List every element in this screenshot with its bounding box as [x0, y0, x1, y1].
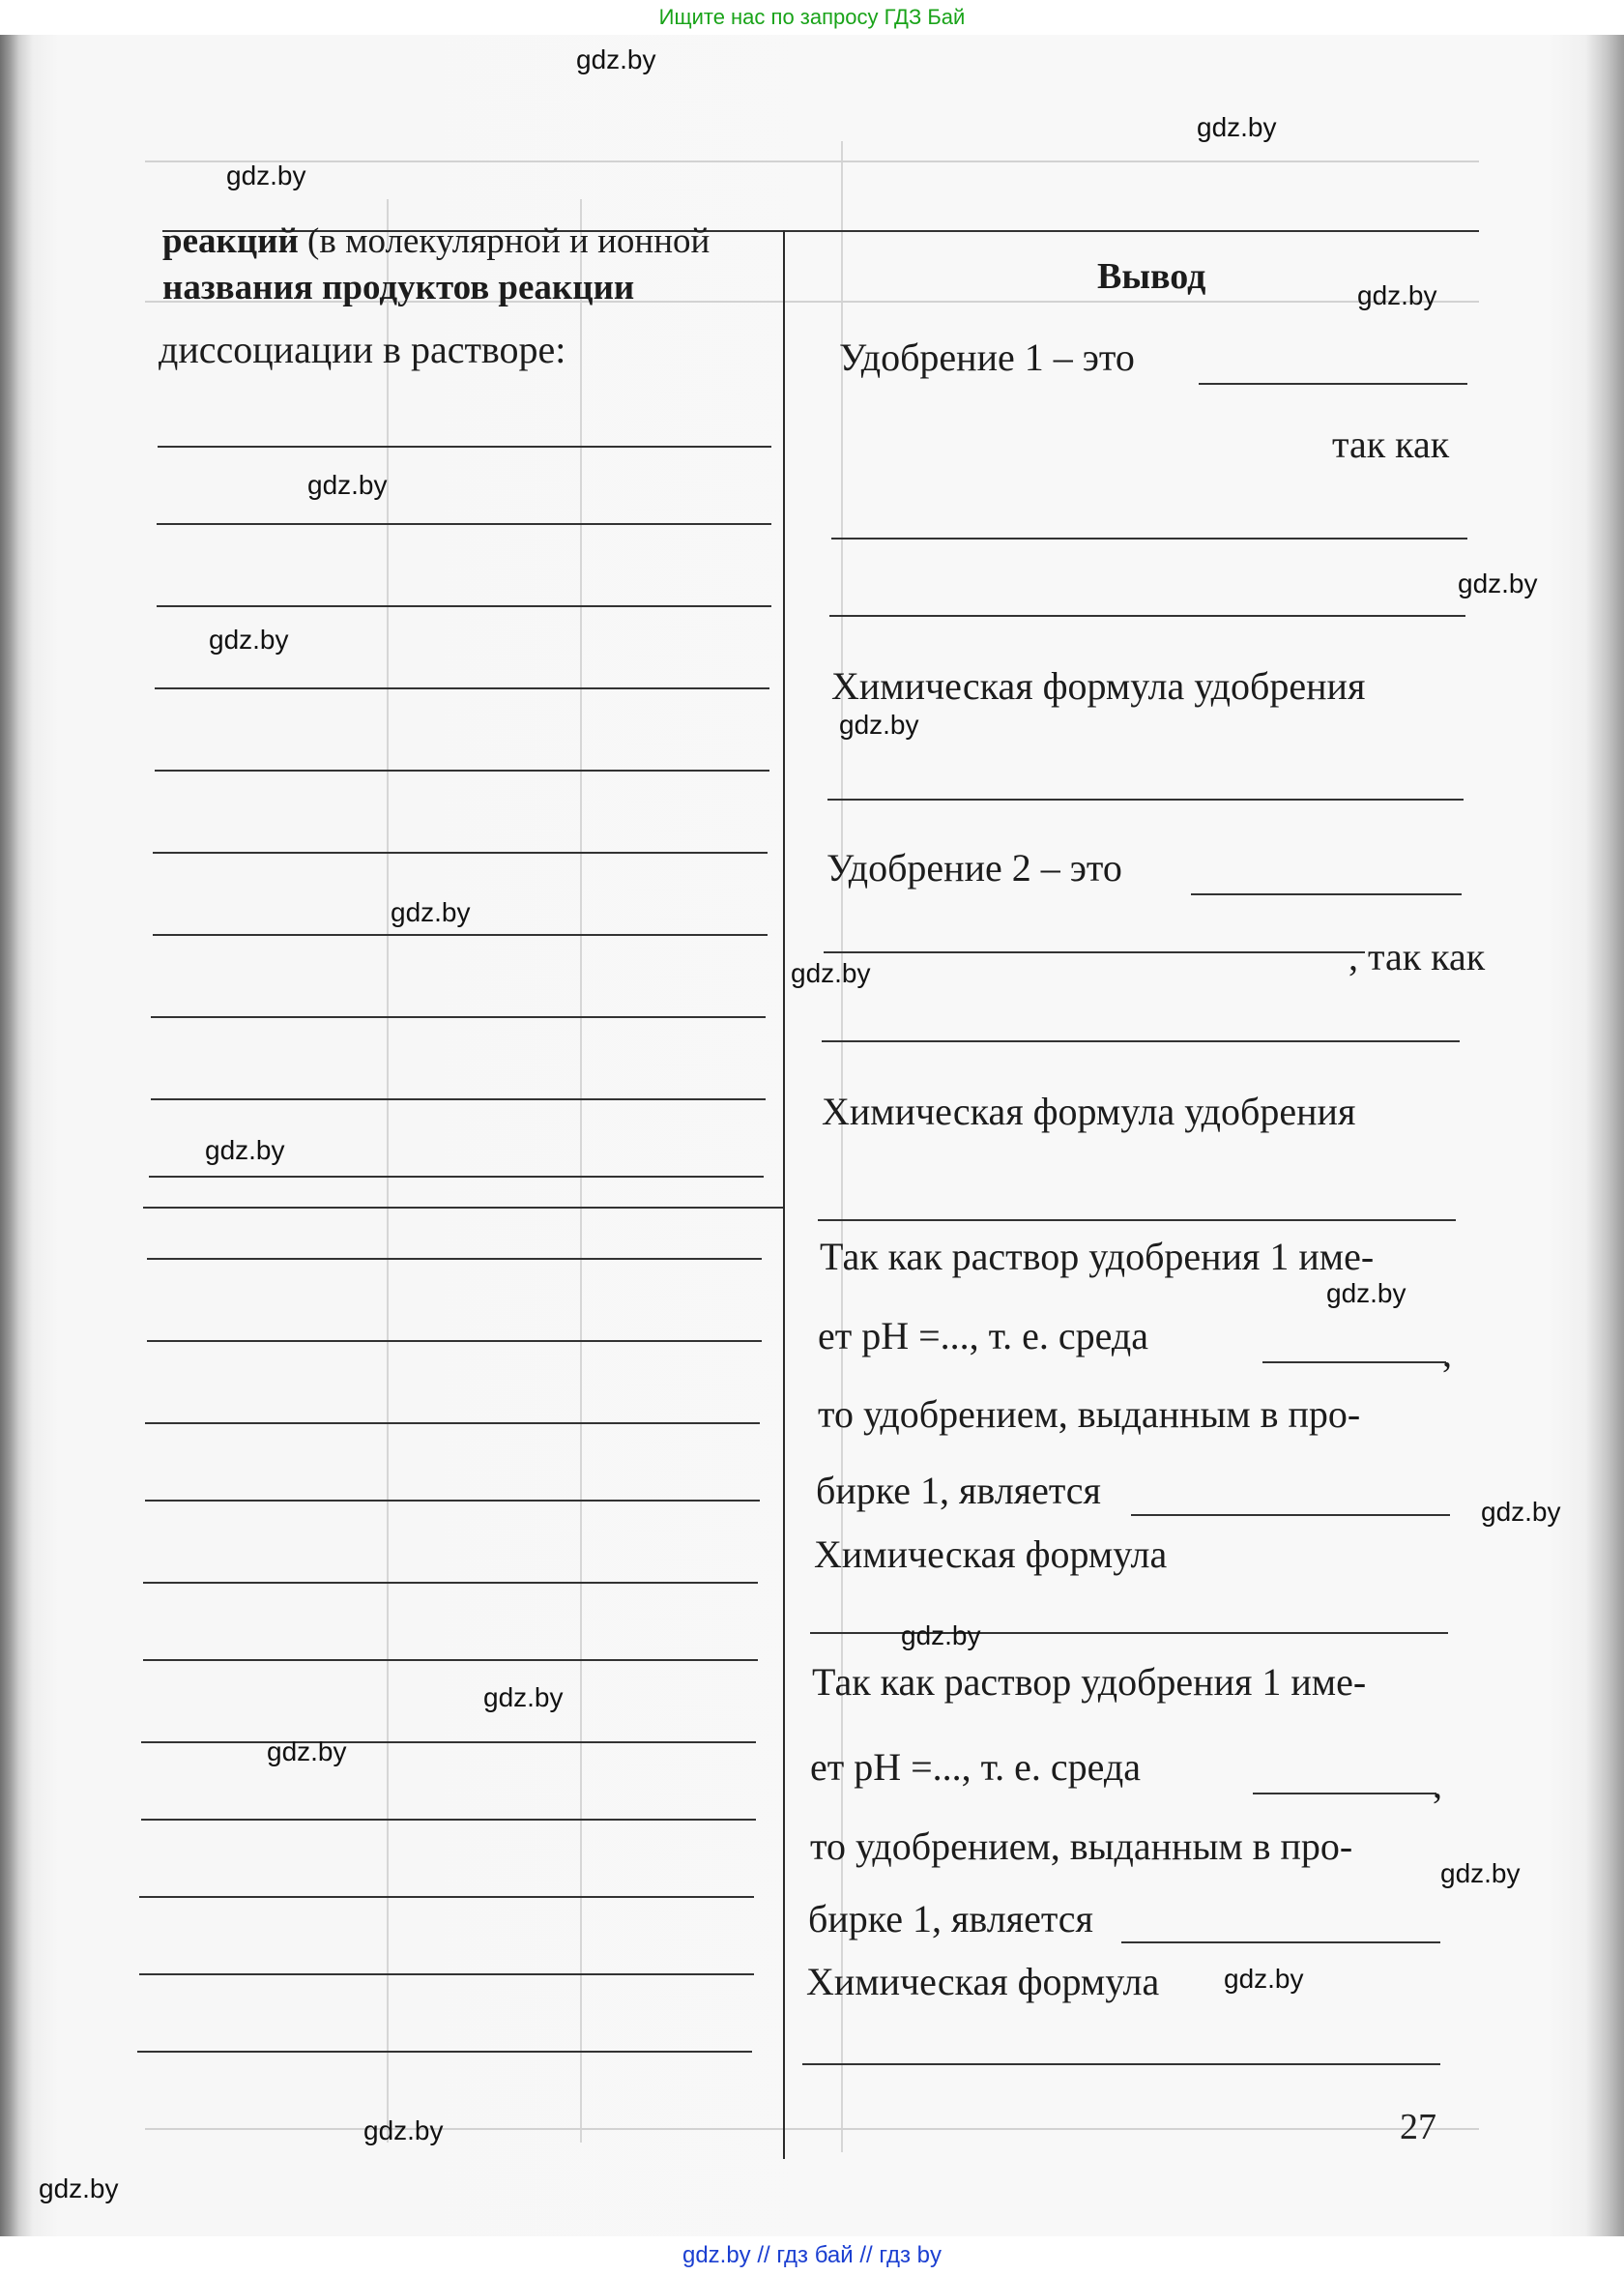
- fert2-intro: Удобрение 2 – это: [826, 846, 1122, 890]
- ph2-formula-line[interactable]: [802, 2063, 1440, 2065]
- ph1-medium-line[interactable]: [1262, 1361, 1446, 1363]
- ph1-line1: Так как раствор удобрения 1 име-: [820, 1235, 1375, 1278]
- ph2-comma: ,: [1433, 1763, 1442, 1806]
- left-header-line1: реакций (в молекулярной и ионной: [162, 221, 710, 261]
- ph1-formula: Химическая формула: [814, 1532, 1168, 1576]
- fert2-because: , так как: [1348, 935, 1486, 978]
- ph2-line3: то удобрением, выданным в про-: [810, 1824, 1353, 1868]
- watermark: gdz.by: [791, 958, 871, 988]
- watermark: gdz.by: [1440, 1858, 1521, 1888]
- ph1-line3: то удобрением, выданным в про-: [818, 1392, 1361, 1436]
- watermark: gdz.by: [1458, 569, 1538, 598]
- ph2-line4: бирке 1, является: [808, 1897, 1093, 1940]
- column-divider: [783, 230, 785, 2159]
- fert2-formula: Химическая формула удобрения: [822, 1090, 1356, 1133]
- watermark: gdz.by: [839, 710, 919, 740]
- fert2-answer-line[interactable]: [1191, 893, 1462, 895]
- watermark: gdz.by: [226, 160, 306, 190]
- left-header-line2: названия продуктов реакции: [162, 268, 635, 307]
- watermark: gdz.by: [1224, 1964, 1304, 1994]
- watermark: gdz.by: [901, 1620, 981, 1650]
- ph2-answer-line[interactable]: [1121, 1941, 1440, 1943]
- watermark: gdz.by: [205, 1135, 285, 1165]
- conclusion-header: Вывод: [1097, 256, 1206, 297]
- watermark: gdz.by: [1326, 1278, 1406, 1308]
- ph2-medium-line[interactable]: [1253, 1793, 1436, 1794]
- left-first-line: диссоциации в растворе:: [159, 328, 566, 371]
- ph1-comma: ,: [1442, 1331, 1452, 1375]
- scanned-page: [0, 35, 1624, 2236]
- fert2-line-a[interactable]: [824, 951, 1365, 953]
- watermark: gdz.by: [363, 2115, 444, 2145]
- watermark: gdz.by: [209, 625, 289, 655]
- ph2-line2: ет pH =..., т. е. среда: [810, 1745, 1141, 1789]
- watermark: gdz.by: [1197, 112, 1277, 142]
- fert2-formula-line[interactable]: [818, 1219, 1456, 1221]
- watermark: gdz.by: [576, 44, 656, 74]
- bottom-banner[interactable]: gdz.by // гдз бай // гдз by: [682, 2242, 942, 2268]
- ph2-line1: Так как раствор удобрения 1 име-: [812, 1660, 1367, 1704]
- watermark: gdz.by: [1481, 1497, 1561, 1527]
- watermark: gdz.by: [39, 2173, 119, 2203]
- watermark: gdz.by: [483, 1682, 564, 1712]
- page-number: 27: [1400, 2107, 1436, 2147]
- ph1-answer-line[interactable]: [1131, 1514, 1450, 1516]
- fert1-line-b[interactable]: [829, 615, 1465, 617]
- ph1-line2: ет pH =..., т. е. среда: [818, 1314, 1148, 1357]
- fert1-because: так как: [1332, 423, 1450, 466]
- fert1-formula-line[interactable]: [827, 799, 1464, 801]
- ph1-line4: бирке 1, является: [816, 1469, 1101, 1512]
- fert1-intro: Удобрение 1 – это: [839, 335, 1135, 379]
- ph2-formula: Химическая формула: [806, 1960, 1160, 2003]
- watermark: gdz.by: [267, 1736, 347, 1766]
- watermark: gdz.by: [1357, 280, 1437, 310]
- section-rule: [143, 1207, 783, 1209]
- watermark: gdz.by: [391, 897, 471, 927]
- fert1-line-a[interactable]: [831, 538, 1467, 540]
- watermark: gdz.by: [307, 470, 388, 500]
- top-banner[interactable]: Ищите нас по запросу ГДЗ Бай: [658, 5, 966, 29]
- fert1-answer-line[interactable]: [1199, 383, 1467, 385]
- fert1-formula: Химическая формула удобрения: [831, 664, 1366, 708]
- fert2-line-b[interactable]: [822, 1040, 1460, 1042]
